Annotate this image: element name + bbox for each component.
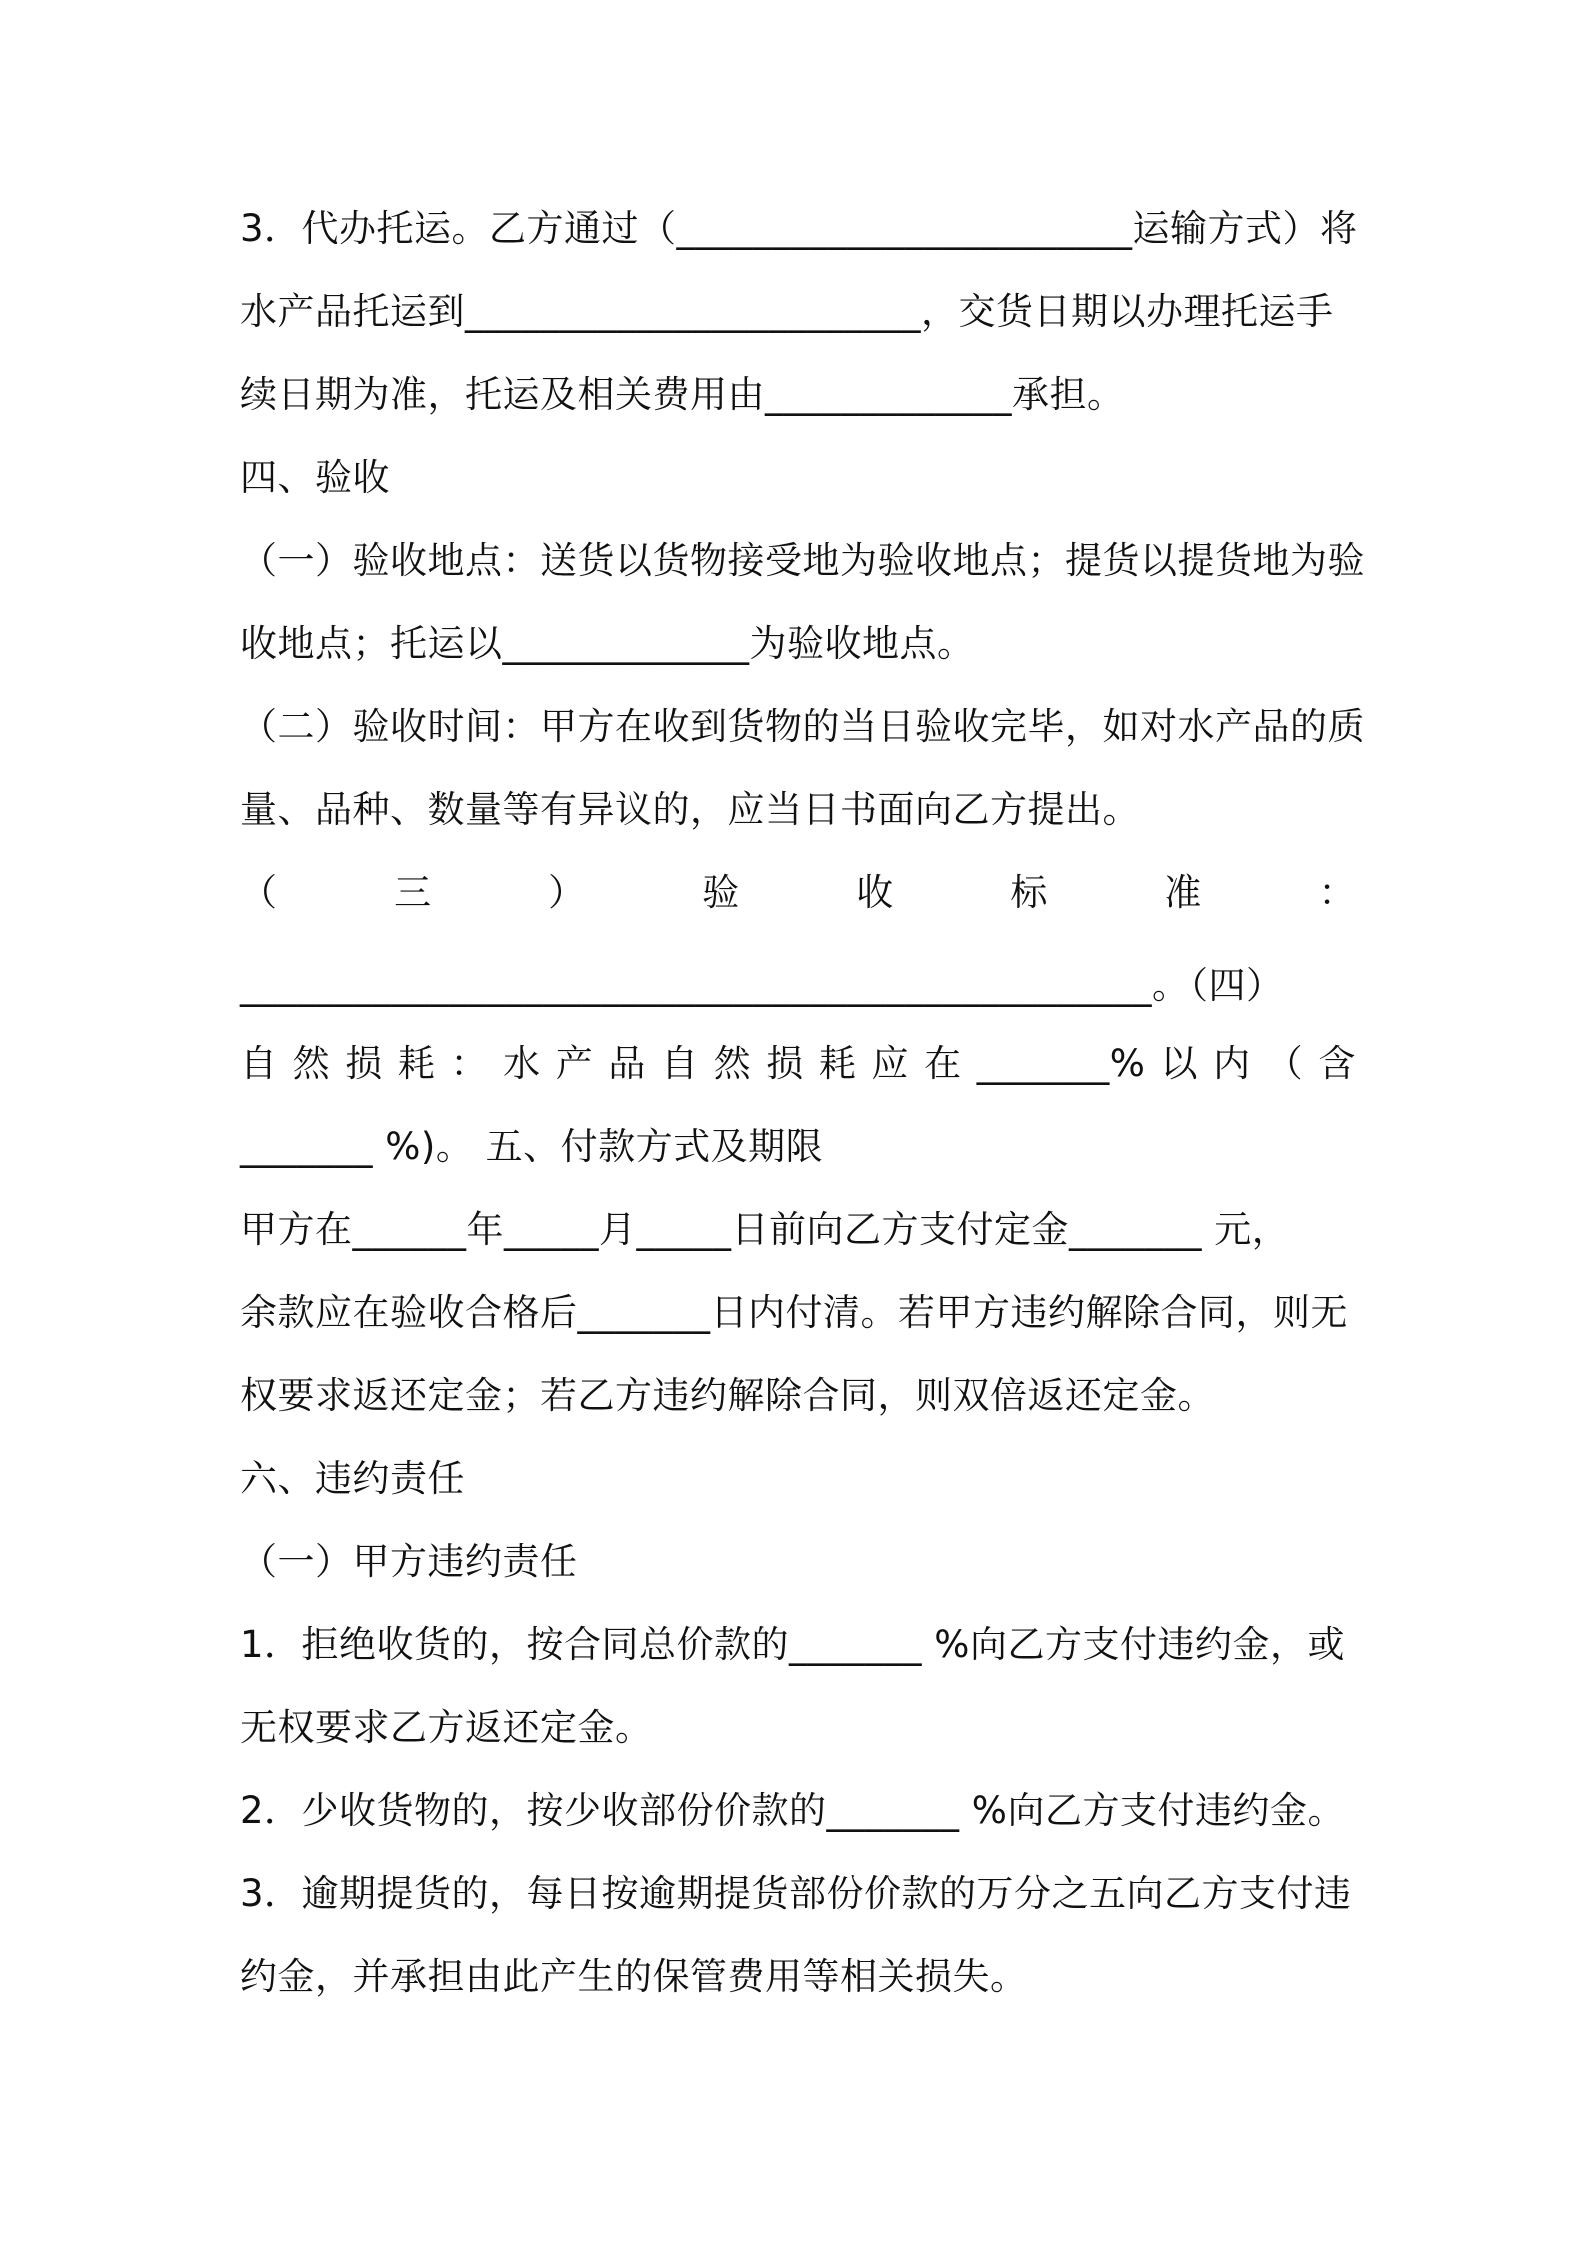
spread-char: 品: [608, 1042, 646, 1085]
spread-char: 水: [503, 1042, 541, 1085]
spread-char: 损: [766, 1042, 804, 1085]
spread-char: 准: [1164, 871, 1202, 914]
liability-item-3-line-1: 3．逾期提货的，每日按逾期提货部份价款的万分之五向乙方支付违: [240, 1872, 1352, 1915]
clause-3-consigned-transport-line-2: 水产品托运到________________________，交货日期以办理托运手: [240, 290, 1334, 333]
spread-char: 耗: [818, 1042, 857, 1085]
spread-char: 在: [924, 1042, 962, 1085]
spread-char: 然: [713, 1042, 752, 1085]
payment-line-2: 余款应在验收合格后_______日内付清。若甲方违约解除合同，则无: [240, 1291, 1348, 1334]
spread-char: 然: [292, 1042, 331, 1085]
spread-char: _______%: [976, 1042, 1146, 1085]
spread-char: （: [240, 871, 278, 914]
section-6-heading: 六、违约责任: [240, 1457, 465, 1500]
party-a-liability-heading: （一）甲方违约责任: [240, 1540, 578, 1583]
spread-char: 内: [1213, 1042, 1251, 1085]
inspection-time-line-1: （二）验收时间：甲方在收到货物的当日验收完毕，如对水产品的质: [240, 705, 1365, 748]
natural-loss-spread-line: [240, 1040, 1356, 1088]
inspection-location-line-1: （一）验收地点：送货以货物接受地为验收地点；提货以提货地为验: [240, 539, 1365, 582]
clause-3-consigned-transport-line-1: 3．代办托运。乙方通过（________________________运输方式）将: [240, 207, 1358, 250]
inspection-location-line-2: 收地点；托运以_____________为验收地点。: [240, 622, 975, 665]
spread-char: 自: [661, 1042, 699, 1085]
liability-item-3-line-2: 约金，并承担由此产生的保管费用等相关损失。: [240, 1955, 1028, 1998]
section-4-heading: 四、验收: [240, 456, 390, 499]
inspection-time-line-2: 量、品种、数量等有异议的，应当日书面向乙方提出。: [240, 788, 1140, 831]
inspection-standard-blank-line: ________________________________________________。（四）: [240, 964, 1284, 1007]
spread-char: ）: [548, 871, 586, 914]
spread-char: 自: [240, 1042, 278, 1085]
spread-char: 收: [856, 871, 894, 914]
spread-char: 标: [1010, 871, 1048, 914]
spread-char: ：: [450, 1042, 488, 1085]
spread-char: 含: [1318, 1042, 1356, 1085]
liability-item-1-line-2: 无权要求乙方返还定金。: [240, 1706, 653, 1749]
spread-char: 以: [1160, 1042, 1199, 1085]
spread-char: 耗: [397, 1042, 436, 1085]
spread-char: 产: [555, 1042, 594, 1085]
clause-3-consigned-transport-line-3: 续日期为准，托运及相关费用由_____________承担。: [240, 373, 1125, 416]
spread-char: 应: [871, 1042, 909, 1085]
spread-char: 三: [394, 871, 432, 914]
payment-line-1: 甲方在______年_____月_____日前向乙方支付定金_______ 元，: [240, 1208, 1290, 1251]
inspection-standard-spread-line: [240, 869, 1356, 917]
liability-item-2: 2．少收货物的，按少收部份价款的_______ %向乙方支付违约金。: [240, 1789, 1345, 1832]
natural-loss-and-section-5-heading: _______ %)。 五、付款方式及期限: [240, 1125, 824, 1168]
payment-line-3: 权要求返还定金；若乙方违约解除合同，则双倍返还定金。: [240, 1374, 1215, 1417]
liability-item-1-line-1: 1．拒绝收货的，按合同总价款的_______ %向乙方支付违约金，或: [240, 1623, 1345, 1666]
spread-char: （: [1265, 1042, 1304, 1085]
spread-char: 损: [345, 1042, 383, 1085]
spread-char: ：: [1318, 871, 1356, 914]
spread-char: 验: [702, 871, 740, 914]
